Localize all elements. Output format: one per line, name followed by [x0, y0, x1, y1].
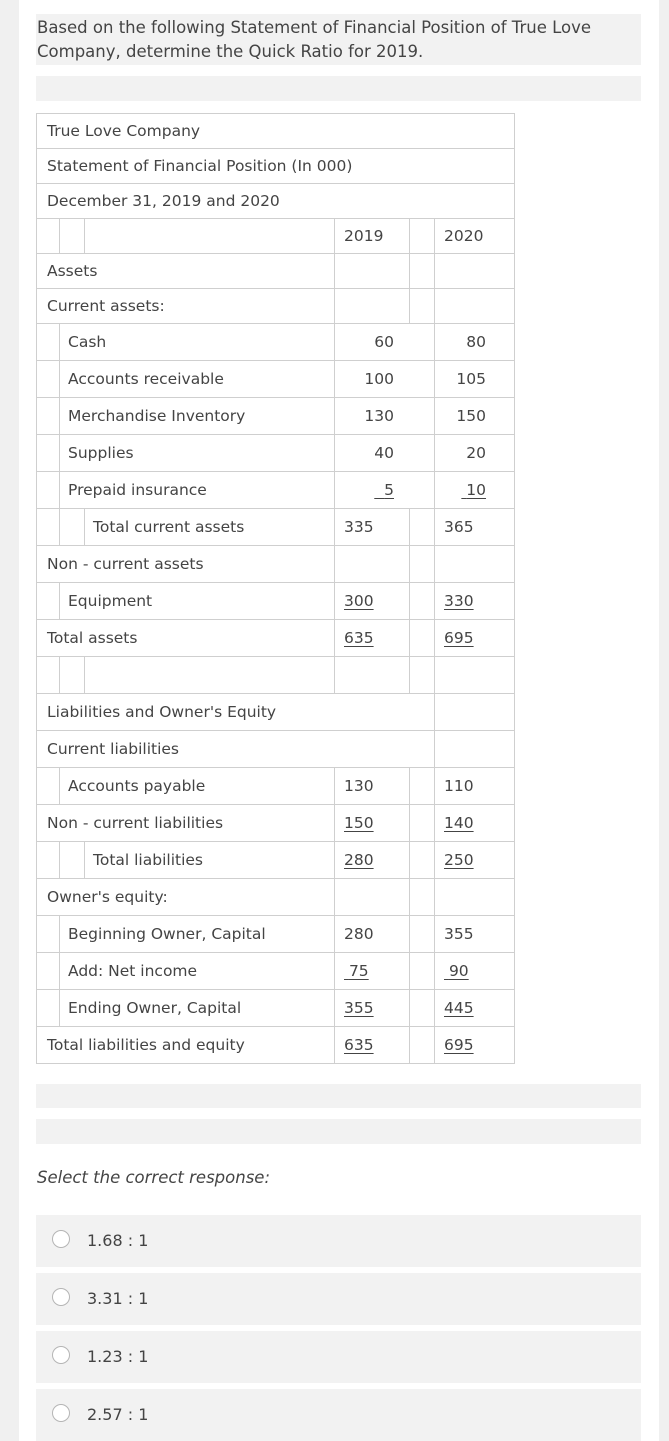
column-2019: 2019 — [335, 219, 410, 254]
value-2020: 695 — [444, 629, 474, 647]
option-1[interactable] — [36, 1215, 641, 1267]
value-2020: 150 — [435, 398, 515, 435]
statement-title: Statement of Financial Position (In 000) — [37, 149, 515, 184]
row-label: Total assets — [37, 620, 335, 657]
table-row — [37, 953, 515, 990]
row-label: Supplies — [60, 435, 335, 472]
option-3[interactable] — [36, 1331, 641, 1383]
table-row — [37, 805, 515, 842]
option-4[interactable] — [36, 1389, 641, 1441]
row-label: Ending Owner, Capital — [60, 990, 335, 1027]
value-2019: 280 — [344, 851, 374, 869]
value-2019: 100 — [335, 361, 435, 398]
row-label: Accounts receivable — [60, 361, 335, 398]
value-2019: 335 — [335, 509, 410, 546]
owners-equity-heading: Owner's equity: — [37, 879, 335, 916]
current-liabilities-heading: Current liabilities — [37, 731, 435, 768]
radio-button[interactable] — [52, 1230, 70, 1248]
value-2020: 355 — [435, 916, 515, 953]
financial-statement-table — [36, 113, 515, 1064]
table-row — [37, 620, 515, 657]
value-2020: 250 — [444, 851, 474, 869]
value-2020: 365 — [435, 509, 515, 546]
table-row — [37, 509, 515, 546]
blank-bar — [36, 76, 641, 101]
blank-bar — [36, 1119, 641, 1144]
value-2020: 695 — [444, 1036, 474, 1054]
question-text: Based on the following Statement of Financial Position of True Love Company, determine the Quick Ratio for 2019. — [36, 14, 641, 65]
value-2019: 635 — [344, 629, 374, 647]
table-row — [37, 583, 515, 620]
table-row — [37, 842, 515, 879]
value-2019: 60 — [335, 324, 435, 361]
value-2020: 110 — [435, 768, 515, 805]
option-label: 1.68 : 1 — [87, 1231, 149, 1250]
table-row — [37, 916, 515, 953]
value-2019: 130 — [335, 768, 410, 805]
company-name: True Love Company — [37, 114, 515, 149]
row-label: Add: Net income — [60, 953, 335, 990]
value-2020: 330 — [444, 592, 474, 610]
value-2020: 90 — [448, 962, 469, 980]
row-label: Prepaid insurance — [60, 472, 335, 509]
value-2020: 445 — [444, 999, 474, 1017]
row-label: Accounts payable — [60, 768, 335, 805]
radio-button[interactable] — [52, 1404, 70, 1422]
table-row — [37, 1027, 515, 1064]
value-2019: 280 — [335, 916, 410, 953]
spacer-row — [37, 657, 515, 694]
value-2020: 105 — [435, 361, 515, 398]
liabilities-equity-heading: Liabilities and Owner's Equity — [37, 694, 435, 731]
table-row — [37, 990, 515, 1027]
blank-bar — [36, 1084, 641, 1108]
table-row — [37, 361, 515, 398]
row-label: Total liabilities — [85, 842, 335, 879]
current-assets-heading: Current assets: — [37, 289, 335, 324]
column-2020: 2020 — [435, 219, 515, 254]
header-row — [37, 219, 515, 254]
table-row — [37, 324, 515, 361]
table-row — [37, 435, 515, 472]
value-2019: 75 — [348, 962, 369, 980]
table-row — [37, 472, 515, 509]
row-label: Total current assets — [85, 509, 335, 546]
value-2019: 5 — [384, 481, 394, 499]
value-2020: 140 — [444, 814, 474, 832]
row-label: Equipment — [60, 583, 335, 620]
row-label: Non - current liabilities — [37, 805, 335, 842]
value-2020: 20 — [435, 435, 515, 472]
radio-button[interactable] — [52, 1288, 70, 1306]
value-2019: 635 — [344, 1036, 374, 1054]
option-label: 2.57 : 1 — [87, 1405, 149, 1424]
value-2019: 150 — [344, 814, 374, 832]
value-2019: 130 — [335, 398, 435, 435]
table-row — [37, 398, 515, 435]
option-2[interactable] — [36, 1273, 641, 1325]
statement-date: December 31, 2019 and 2020 — [37, 184, 515, 219]
assets-heading: Assets — [37, 254, 335, 289]
response-prompt: Select the correct response: — [37, 1168, 271, 1187]
value-2019: 40 — [335, 435, 435, 472]
option-label: 3.31 : 1 — [87, 1289, 149, 1308]
row-label: Beginning Owner, Capital — [60, 916, 335, 953]
value-2020: 10 — [466, 481, 487, 499]
row-label: Merchandise Inventory — [60, 398, 335, 435]
radio-button[interactable] — [52, 1346, 70, 1364]
value-2019: 300 — [344, 592, 374, 610]
value-2020: 80 — [435, 324, 515, 361]
table-row — [37, 768, 515, 805]
value-2019: 355 — [344, 999, 374, 1017]
option-label: 1.23 : 1 — [87, 1347, 149, 1366]
noncurrent-assets-heading: Non - current assets — [37, 546, 335, 583]
row-label: Cash — [60, 324, 335, 361]
row-label: Total liabilities and equity — [37, 1027, 335, 1064]
